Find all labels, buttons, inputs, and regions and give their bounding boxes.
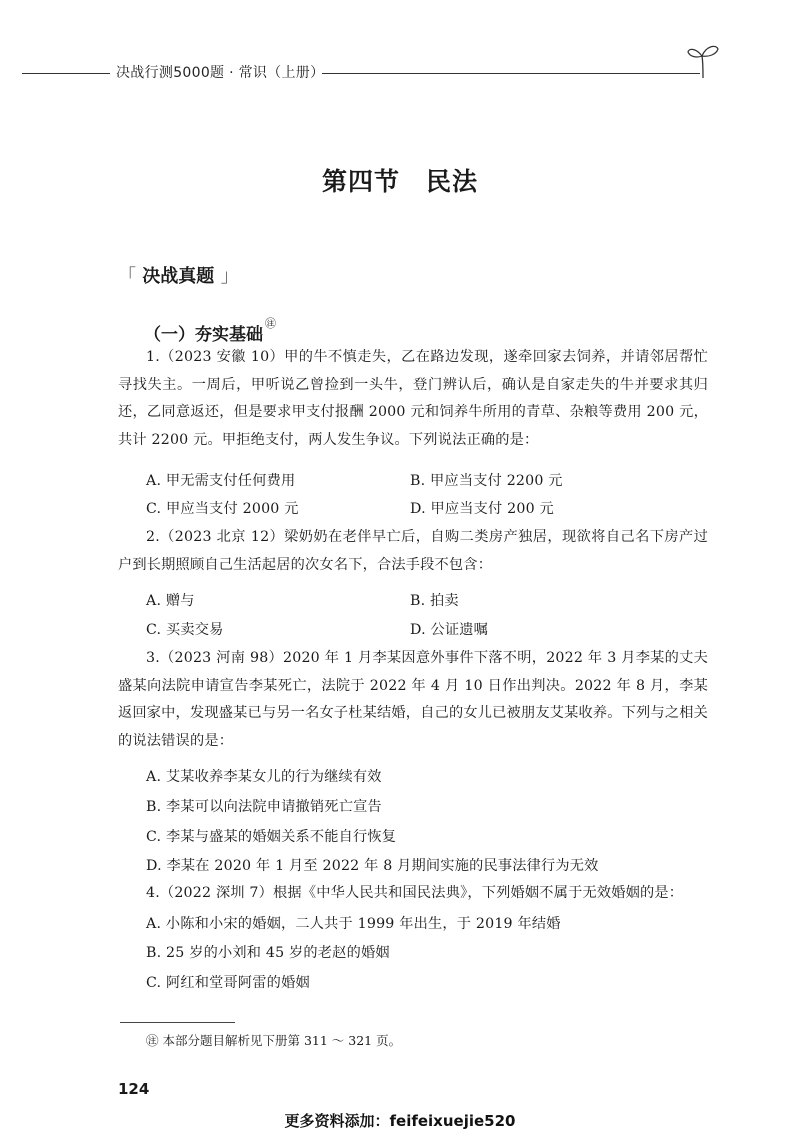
q3-option-d: D. 李某在 2020 年 1 月至 2022 年 8 月期间实施的民事法律行为无效 [146,858,599,874]
running-title: 决战行测5000题 · 常识（上册） [116,65,325,81]
q1-option-b: B. 甲应当支付 2200 元 [410,473,563,489]
question-4: 4.（2022 深圳 7）根据《中华人民共和国民法典》，下列婚姻不属于无效婚姻的是： [146,885,684,901]
page-title: 第四节 民法 [321,167,478,196]
q3-option-a: A. 艾某收养李某女儿的行为继续有效 [146,769,382,785]
subsection-heading [144,317,276,345]
note-mark-icon: ㊟ [265,317,276,331]
subsection-label: （一）夯实基础 [144,325,263,345]
section-heading [118,262,239,288]
q4-option-b: B. 25 岁的小刘和 45 岁的老赵的婚姻 [146,945,390,961]
question-3: 3.（2023 河南 98）2020 年 1 月李某因意外事件下落不明，2022 年 3 月李某的丈夫盛某向法院申请宣告李某死亡，法院于 2022 年 4 月 10 日作出判决。2022 年 8 月，李某返回家中，发现盛某已与另一名女子杜某结婚，自己的女儿已被朋友艾某收养。下列与之相关的说法错误的是： [118,650,708,749]
bracket-open: 「 [118,266,136,287]
q3-option-b: B. 李某可以向法院申请撤销死亡宣告 [146,799,382,815]
q1-option-d: D. 甲应当支付 200 元 [410,501,554,517]
q4-option-a: A. 小陈和小宋的婚姻，二人共于 1999 年出生，于 2019 年结婚 [146,916,561,932]
watermark-text: 更多资料添加：feifeixuejie520 [284,1112,516,1130]
page-number: 124 [118,1080,150,1098]
question-2: 2.（2023 北京 12）梁奶奶在老伴早亡后，自购二类房产独居，现欲将自己名下房产过户到长期照顾自己生活起居的次女名下，合法手段不包含： [118,529,708,573]
q1-option-c: C. 甲应当支付 2000 元 [146,501,299,517]
q2-option-b: B. 拍卖 [410,593,459,609]
q2-option-c: C. 买卖交易 [146,622,224,638]
q1-option-a: A. 甲无需支付任何费用 [146,473,296,489]
q3-option-c: C. 李某与盛某的婚姻关系不能自行恢复 [146,829,397,845]
footnote: ㊟ 本部分题目解析见下册第 311 ～ 321 页。 [146,1033,402,1048]
q4-option-c: C. 阿红和堂哥阿雷的婚姻 [146,975,310,991]
q2-option-a: A. 赠与 [146,593,195,609]
bracket-close: 」 [220,266,239,287]
footnote-rule [120,1022,235,1023]
question-1: 1.（2023 安徽 10）甲的牛不慎走失，乙在路边发现，遂牵回家去饲养，并请邻居帮忙寻找失主。一周后，甲听说乙曾捡到一头牛，登门辨认后，确认是自家走失的牛并要求其归还，乙同意返还，但是要求甲支付报酬 2000 元和饲养牛所用的青草、杂粮等费用 200 元，共计 2200 元。甲拒绝支付，两人发生争议。下列说法正确的是： [118,349,708,448]
sprout-icon [686,40,720,80]
q2-option-d: D. 公证遗嘱 [410,622,489,638]
section-heading-text: 决战真题 [142,266,215,287]
header-rule-right [322,73,700,74]
header-rule-left [22,73,110,74]
